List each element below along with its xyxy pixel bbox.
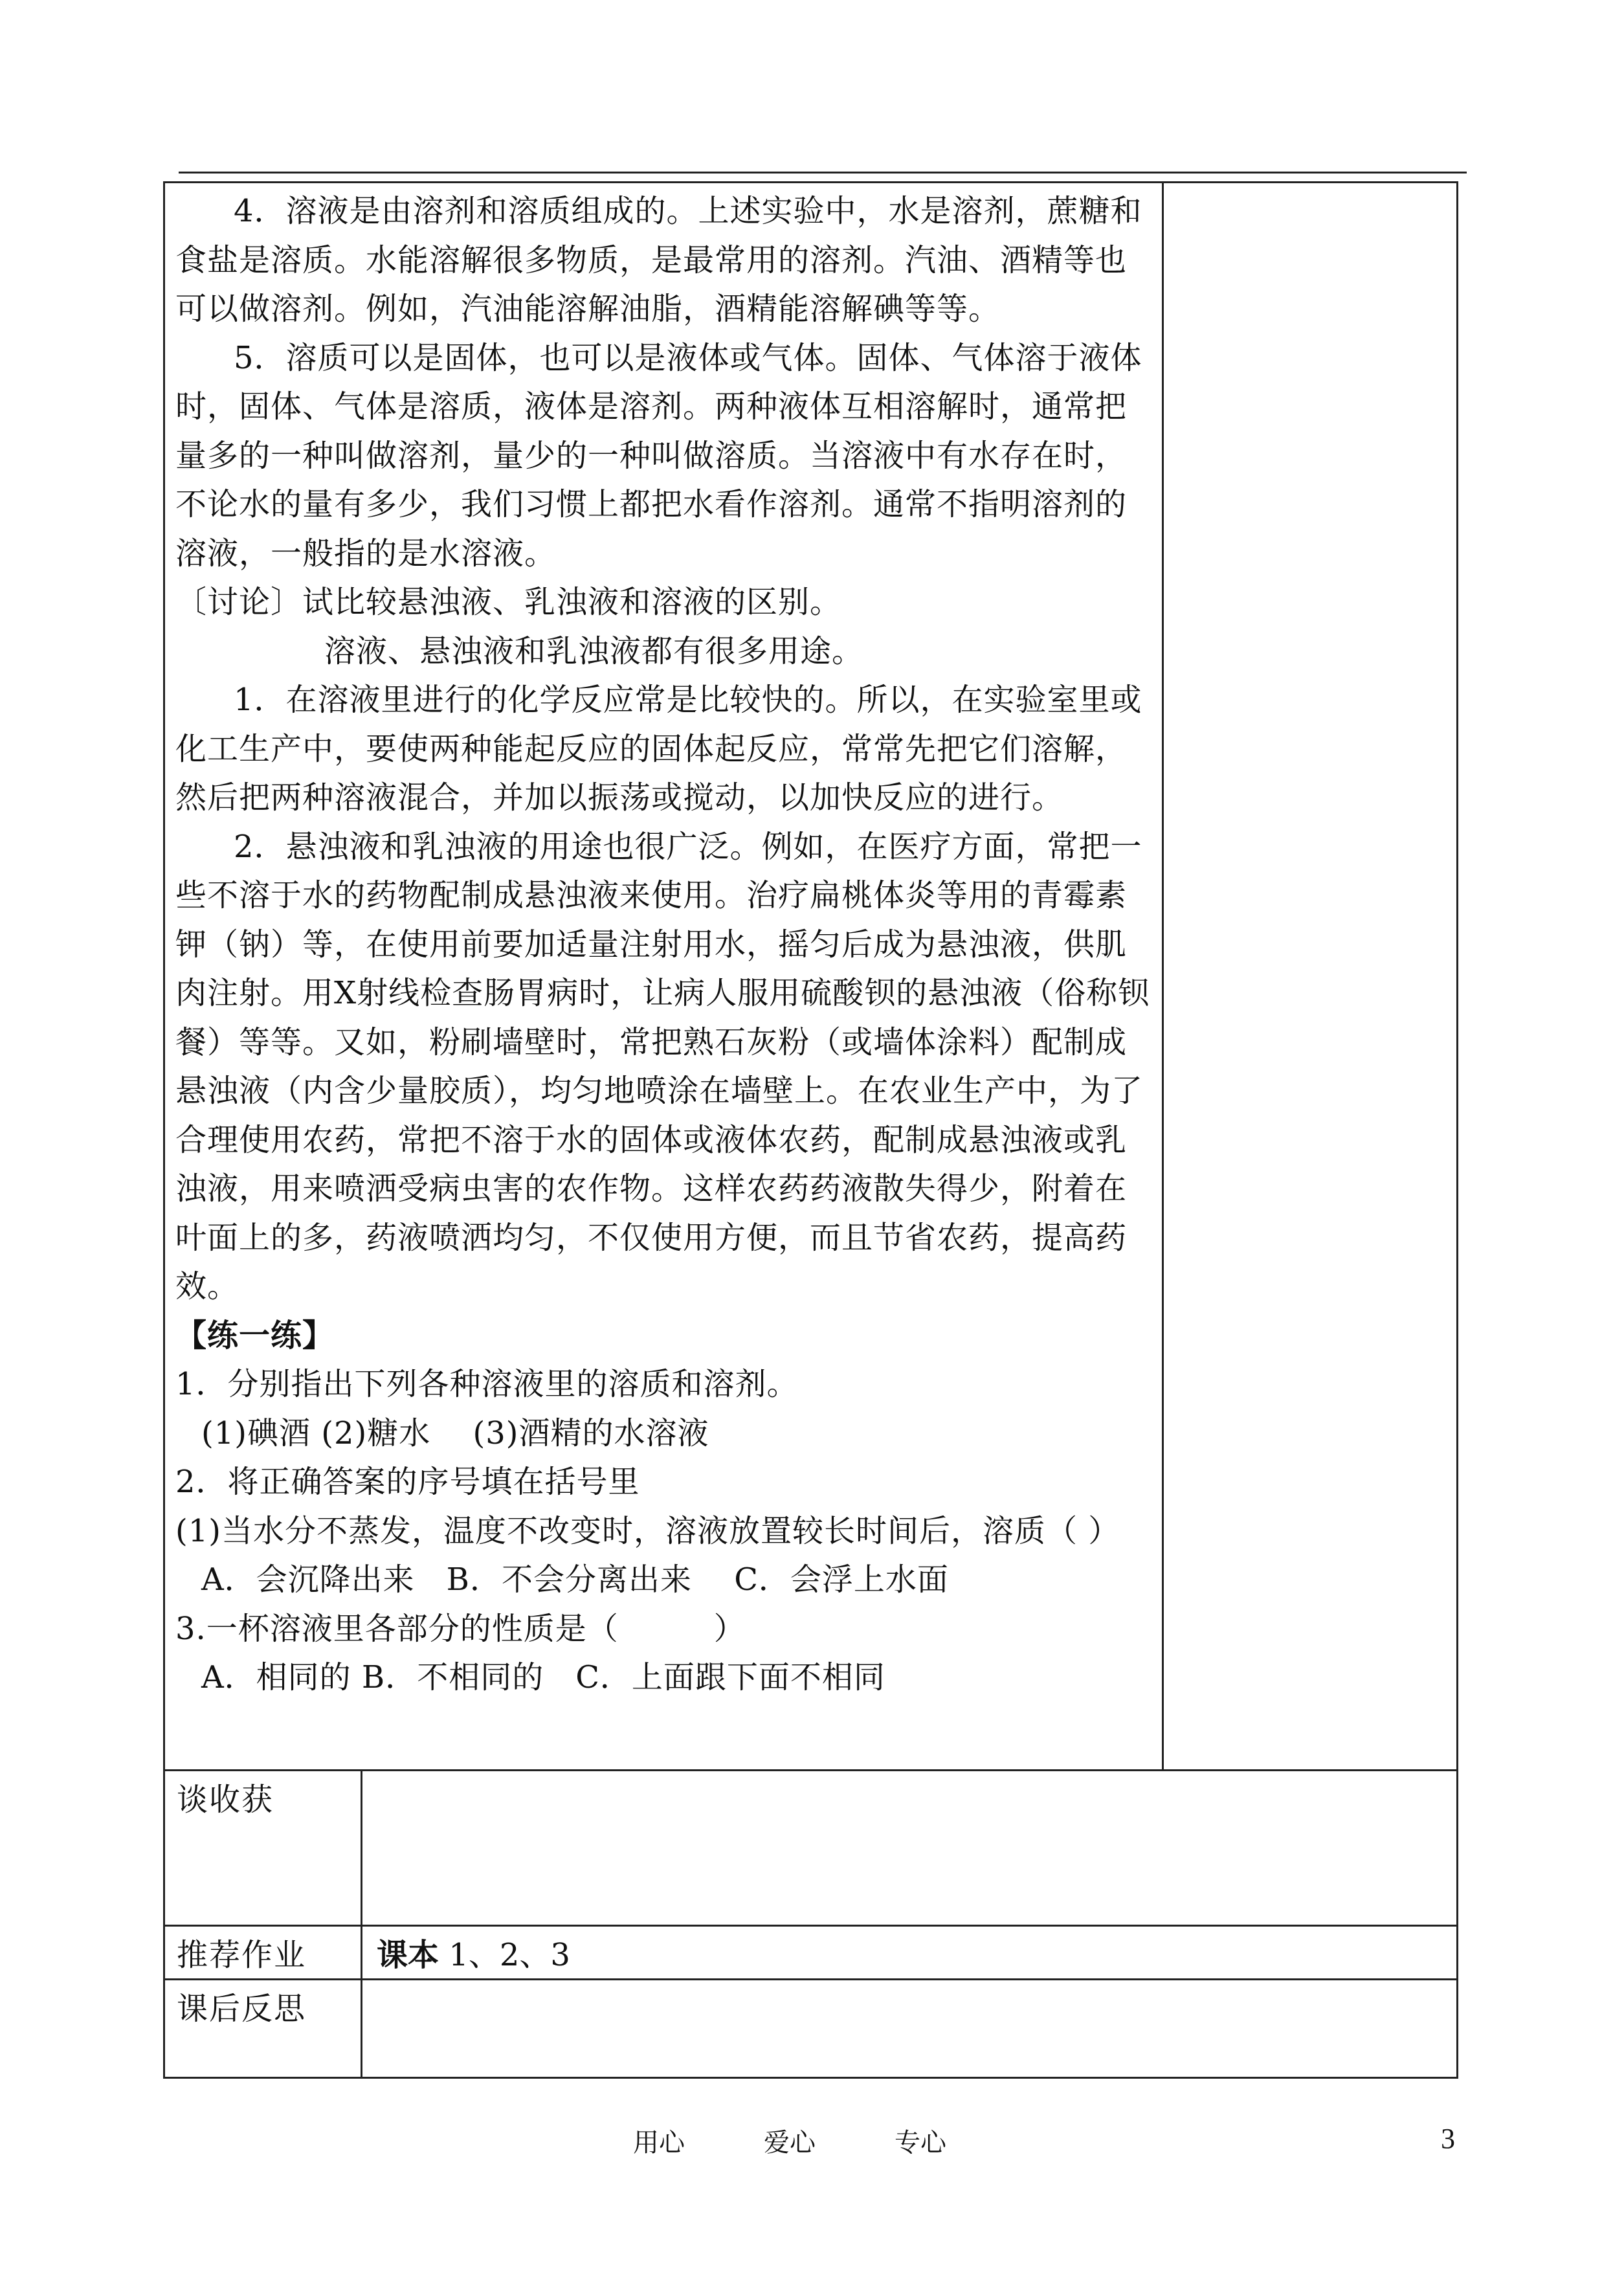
homework-textbook: 课本 (377, 1937, 439, 1973)
gains-row (164, 1771, 1458, 1926)
practice-question-3-options: A．相同的 B．不相同的 C．上面跟下面不相同 (201, 1659, 885, 1695)
page-number: 3 (1441, 2123, 1455, 2154)
header-rule (179, 172, 1467, 173)
content-row (164, 183, 1458, 1771)
homework-exercises: 1、2、3 (439, 1937, 570, 1973)
paragraph-reaction-speed: 1．在溶液里进行的化学反应常是比较快的。所以，在实验室里或化工生产中，要使两种能起反应的固体起反应，常常先把它们溶解，然后把两种溶液混合，并加以振荡或搅动，以加快反应的进行。 (175, 682, 1142, 816)
footer-motto-1: 用心 (633, 2128, 685, 2158)
paragraph-uses-intro: 溶液、悬浊液和乳浊液都有很多用途。 (324, 632, 864, 669)
practice-title: 【练一练】 (175, 1317, 335, 1354)
footer-motto-2: 爱心 (764, 2128, 816, 2158)
paragraph-solution-composition: 4．溶液是由溶剂和溶质组成的。上述实验中，水是溶剂，蔗糖和食盐是溶质。水能溶解很多物质，是最常用的溶剂。汽油、酒精等也可以做溶剂。例如，汽油能溶解油脂，酒精能溶解碘等等。 (175, 193, 1142, 327)
paragraph-discussion: 〔讨论〕试比较悬浊液、乳浊液和溶液的区别。 (175, 584, 842, 620)
content-cell (164, 183, 1163, 1771)
lesson-content (165, 183, 1162, 1703)
practice-question-3: 3.一杯溶液里各部分的性质是（ ） (175, 1610, 746, 1647)
paragraph-solute-types: 5．溶质可以是固体，也可以是液体或气体。固体、气体溶于液体时，固体、气体是溶质，液体是溶剂。两种液体互相溶解时，通常把量多的一种叫做溶剂，量少的一种叫做溶质。当溶液中有水存在时，不论水的量有多少，我们习惯上都把水看作溶剂。通常不指明溶剂的溶液，一般指的是水溶液。 (175, 339, 1142, 572)
paragraph-suspension-uses: 2．悬浊液和乳浊液的用途也很广泛。例如，在医疗方面，常把一些不溶于水的药物配制成悬浊液来使用。治疗扁桃体炎等用的青霉素钾（钠）等，在使用前要加适量注射用水，摇匀后成为悬浊液，供肌肉注射。用X射线检查肠胃病时，让病人服用硫酸钡的悬浊液（俗称钡餐）等等。又如，粉刷墙壁时，常把熟石灰粉（或墙体涂料）配制成悬浊液（内含少量胶质），均匀地喷涂在墙壁上。在农业生产中，为了合理使用农药，常把不溶于水的固体或液体农药，配制成悬浊液或乳浊液，用来喷洒受病虫害的农作物。这样农药药液散失得少，附着在叶面上的多，药液喷洒均匀，不仅使用方便，而且节省农药，提高药效。 (175, 828, 1150, 1304)
reflection-value (362, 1980, 1458, 2078)
footer-motto-3: 专心 (895, 2128, 946, 2158)
homework-row (164, 1926, 1458, 1980)
homework-label: 推荐作业 (164, 1926, 362, 1980)
lesson-plan-table (163, 181, 1458, 2079)
practice-question-1: 1．分别指出下列各种溶液里的溶质和溶剂。 (175, 1366, 799, 1402)
gains-label: 谈收获 (164, 1771, 362, 1926)
practice-question-2-1: (1)当水分不蒸发，温度不改变时，溶液放置较长时间后，溶质（ ） (175, 1512, 1120, 1549)
page-footer (0, 2122, 1624, 2167)
practice-question-2: 2．将正确答案的序号填在括号里 (175, 1464, 640, 1500)
reflection-label: 课后反思 (164, 1980, 362, 2078)
gains-value (362, 1771, 1458, 1926)
notes-column-cell (1163, 183, 1458, 1771)
practice-question-2-1-options: A．会沉降出来 B．不会分离出来 C．会浮上水面 (201, 1561, 949, 1598)
homework-value (362, 1926, 1458, 1980)
reflection-row (164, 1980, 1458, 2078)
practice-question-1-items: (1)碘酒 (2)糖水 (3)酒精的水溶液 (201, 1415, 709, 1451)
